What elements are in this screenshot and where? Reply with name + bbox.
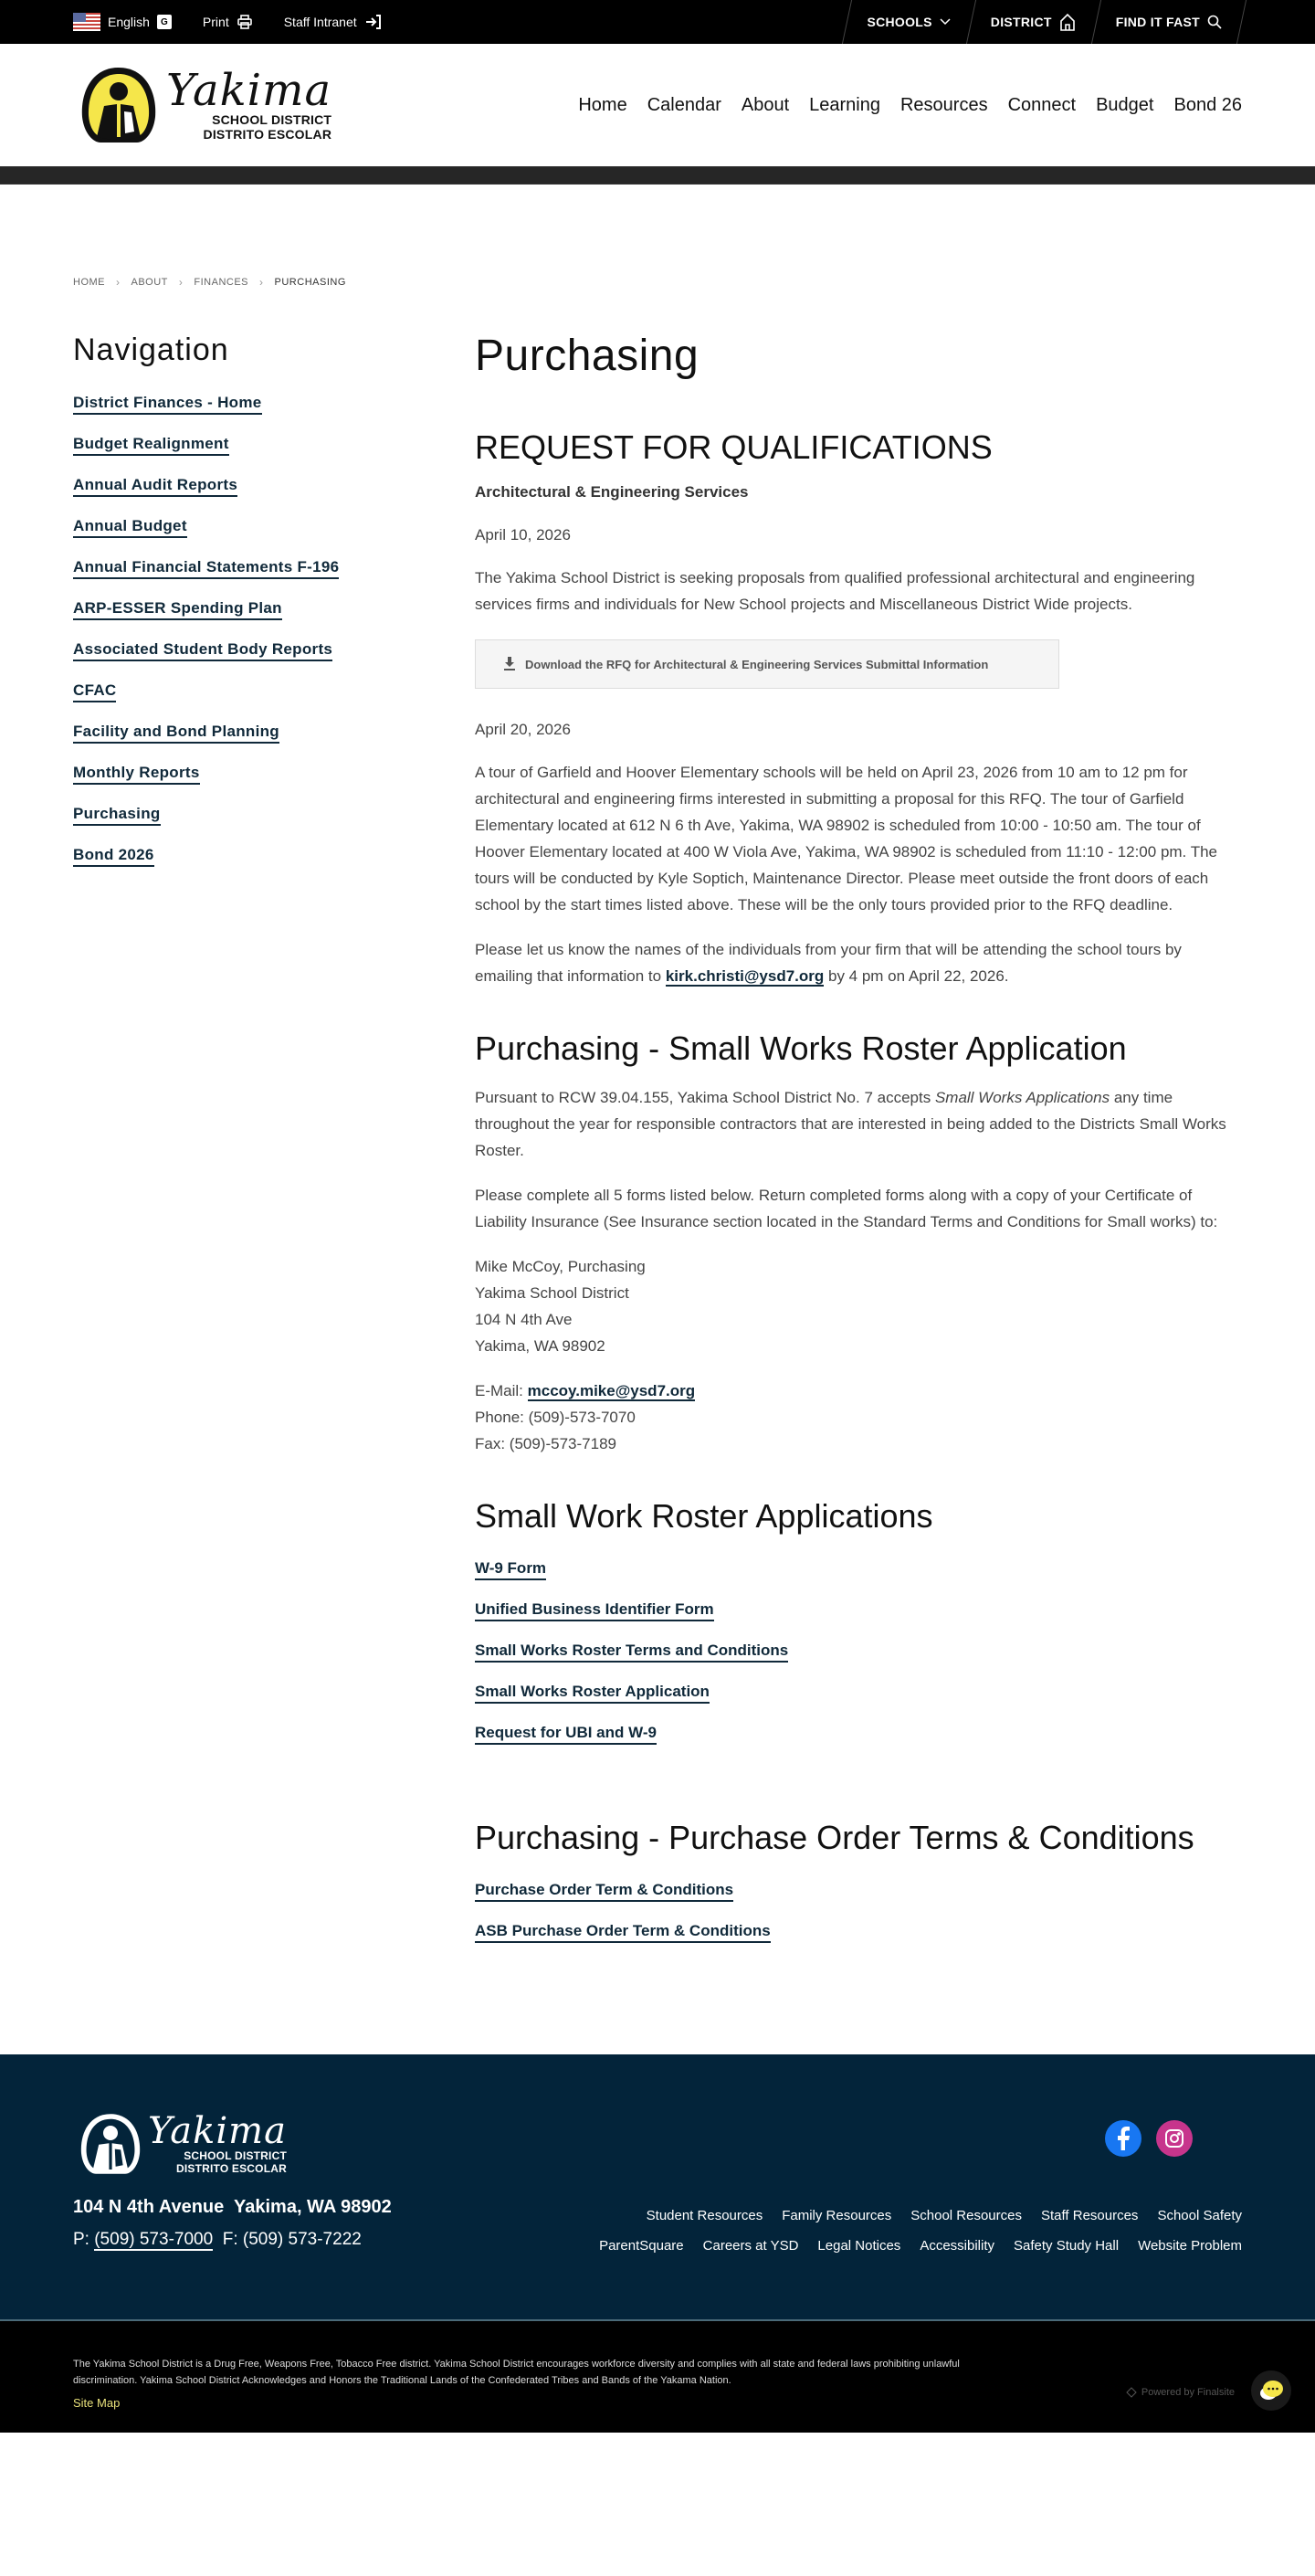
utility-left — [73, 13, 383, 31]
schools-dropdown[interactable] — [847, 0, 970, 44]
page-title: Purchasing — [475, 332, 700, 380]
site-header — [0, 44, 1315, 166]
breadcrumb — [73, 276, 1242, 289]
footer-links-row-2 — [599, 2238, 1242, 2254]
chevron-right-icon: › — [178, 276, 184, 289]
breadcrumb-finances[interactable]: FINANCES — [194, 277, 249, 288]
footer-link-family-resources[interactable]: Family Resources — [782, 2208, 892, 2223]
mailing-address — [475, 1253, 1242, 1359]
finalsite-logo-icon — [1126, 2387, 1137, 2398]
po-terms-heading: Purchasing - Purchase Order Terms & Conditions — [475, 1819, 1194, 1856]
sidebar-item-annual-financial-statements[interactable]: Annual Financial Statements F-196 — [73, 558, 339, 579]
sidebar — [73, 333, 475, 1963]
roster-intro — [475, 1084, 1242, 1164]
footer-link-legal-notices[interactable]: Legal Notices — [817, 2238, 901, 2254]
request-ubi-w9-link[interactable]: Request for UBI and W-9 — [475, 1724, 657, 1745]
page-body — [0, 185, 1315, 1963]
footer-link-website-problem[interactable]: Website Problem — [1138, 2238, 1242, 2254]
footer-link-school-safety[interactable]: School Safety — [1157, 2208, 1242, 2223]
rfq-intro: The Yakima School District is seeking proposals from qualified professional architectural and engineering services firms and individuals for New School projects and Miscellaneous District Wide projects. — [475, 569, 1195, 613]
roster-section — [475, 1029, 1242, 1457]
sidebar-item-asb-reports[interactable]: Associated Student Body Reports — [73, 640, 332, 661]
powered-by[interactable] — [1126, 2387, 1235, 2398]
facebook-icon — [1116, 2127, 1131, 2150]
logo-line-1: SCHOOL DISTRICT — [212, 112, 332, 127]
footer-link-accessibility[interactable]: Accessibility — [920, 2238, 994, 2254]
print-label: Print — [202, 15, 229, 29]
sidebar-list — [73, 394, 475, 864]
applications-heading: Small Work Roster Applications — [475, 1497, 933, 1535]
asb-po-terms-link[interactable]: ASB Purchase Order Term & Conditions — [475, 1922, 771, 1943]
chevron-down-icon — [940, 18, 951, 26]
sidebar-item-arp-esser[interactable]: ARP-ESSER Spending Plan — [73, 599, 282, 620]
chat-button[interactable] — [1251, 2370, 1291, 2411]
kirk-christi-email-link[interactable]: kirk.christi@ysd7.org — [665, 967, 825, 985]
nondiscrimination-notice: The Yakima School District is a Drug Free, Weapons Free, Tobacco Free district. Yakima School District encourages workforce diversity and complies with all state and federal laws prohibiting unlawful discrimination. Yakima School District Acknowledges and Honors the Traditional Lands of the Confederated Tribes and Bands of the Yakama Nation. — [73, 2359, 960, 2386]
download-icon — [503, 657, 516, 671]
nav-budget[interactable]: Budget — [1096, 94, 1154, 115]
sidebar-item-cfac[interactable]: CFAC — [73, 681, 116, 702]
schools-label: SCHOOLS — [867, 15, 932, 29]
header-divider-strip — [0, 166, 1315, 185]
staff-intranet-label: Staff Intranet — [283, 15, 357, 29]
printer-icon — [237, 14, 253, 30]
google-translate-icon: G — [157, 15, 172, 29]
footer-links-row-1 — [647, 2208, 1242, 2223]
instagram-icon — [1164, 2128, 1184, 2148]
nav-about[interactable]: About — [741, 94, 790, 115]
footer-logo-line-1: SCHOOL DISTRICT — [184, 2149, 287, 2162]
address-line: Yakima School District — [475, 1284, 629, 1302]
footer-link-school-resources[interactable]: School Resources — [910, 2208, 1022, 2223]
contact-info — [475, 1378, 1242, 1457]
logo-script: Yakima — [166, 65, 332, 116]
email-label: E-Mail: — [475, 1382, 528, 1399]
find-it-fast-label: FIND IT FAST — [1115, 15, 1200, 29]
roster-application-link[interactable]: Small Works Roster Application — [475, 1683, 710, 1704]
footer-logo-script: Yakima — [148, 2110, 287, 2152]
nav-learning[interactable]: Learning — [809, 94, 880, 115]
sidebar-item-bond-2026[interactable]: Bond 2026 — [73, 846, 154, 867]
yakima-logo-mark-icon — [77, 64, 161, 146]
nav-calendar[interactable]: Calendar — [647, 94, 721, 115]
sidebar-item-annual-audit-reports[interactable]: Annual Audit Reports — [73, 476, 237, 497]
yakima-logo-mark-icon — [77, 2111, 144, 2177]
social-links — [1105, 2120, 1193, 2157]
phone-label: P: — [73, 2230, 95, 2249]
rfq-subheading: Architectural & Engineering Services — [475, 483, 749, 501]
nav-bond-26[interactable]: Bond 26 — [1173, 94, 1242, 115]
download-rfq-label: Download the RFQ for Architectural & Engineering Services Submittal Information — [525, 657, 989, 671]
rfq-heading: REQUEST FOR QUALIFICATIONS — [475, 428, 993, 466]
bottom-bar — [0, 2321, 1315, 2433]
footer-phone — [73, 2230, 362, 2250]
footer-address: 104 N 4th Avenue Yakima, WA 98902 — [73, 2197, 392, 2217]
sidebar-item-budget-realignment[interactable]: Budget Realignment — [73, 435, 229, 456]
footer-logo-text — [148, 2110, 287, 2175]
utility-bar — [0, 0, 1315, 44]
staff-intranet-link[interactable] — [284, 13, 383, 31]
district-logo[interactable] — [77, 64, 331, 146]
download-rfq-button[interactable] — [475, 639, 1059, 689]
site-map-link[interactable]: Site Map — [73, 2396, 121, 2410]
sidebar-item-facility-bond-planning[interactable]: Facility and Bond Planning — [73, 723, 279, 744]
po-terms-section — [475, 1819, 1242, 1940]
rfq-section — [475, 428, 1242, 989]
sidebar-item-annual-budget[interactable]: Annual Budget — [73, 517, 187, 538]
main-content — [475, 332, 1242, 1963]
rfq-rsvp-text: Please let us know the names of the individuals from your firm that will be attending the school tours by emailing that information to — [475, 941, 1182, 985]
applications-links — [475, 1559, 1242, 1742]
footer-link-parentsquare[interactable]: ParentSquare — [599, 2238, 684, 2254]
phone-line: Phone: (509)-573-7070 — [475, 1409, 636, 1426]
utility-right — [847, 0, 1242, 44]
breadcrumb-home[interactable]: HOME — [73, 277, 105, 288]
roster-intro-text: Pursuant to RCW 39.04.155, Yakima School District No. 7 accepts — [475, 1089, 935, 1106]
footer-link-staff-resources[interactable]: Staff Resources — [1040, 2208, 1139, 2223]
print-button[interactable] — [203, 14, 253, 30]
address-line: Mike McCoy, Purchasing — [475, 1258, 646, 1275]
find-it-fast-button[interactable] — [1096, 0, 1242, 44]
sidebar-item-purchasing[interactable]: Purchasing — [73, 805, 161, 826]
chevron-right-icon: › — [116, 276, 121, 289]
footer-links — [599, 2208, 1242, 2254]
footer-logo-line-2: DISTRITO ESCOLAR — [175, 2162, 287, 2175]
rfq-tour-info: A tour of Garfield and Hoover Elementary schools will be held on April 23, 2026 from 10 am to 12 pm for architectural and engineering firms interested in submitting a proposal for this RFQ. The tour of Garfield Elementary located at 612 N 6 th Ave, Yakima, WA 98902 is scheduled from 10:00 - 10:50 am. The tour of Hoover Elementary located at 400 W Viola Ave, Yakima, WA 98902 is scheduled from 11:10 - 12:00 pm. The tours will be conducted by Kyle Soptich, Maintenance Director. Please meet outside the front doors of each school by the start times listed above. These will be the only tours provided prior to the RFQ deadline. — [475, 764, 1217, 913]
logo-line-2: DISTRITO ESCOLAR — [203, 127, 332, 142]
district-link[interactable] — [971, 0, 1096, 44]
address-line: Yakima, WA 98902 — [475, 1337, 605, 1355]
roster-instructions: Please complete all 5 forms listed below. Return completed forms along with a copy of your Certificate of Liability Insurance (See Insurance section located in the Standard Terms and Conditions for Small works) to: — [475, 1187, 1218, 1230]
chevron-right-icon: › — [259, 276, 264, 289]
rfq-date-1: April 10, 2026 — [475, 526, 571, 544]
sidebar-item-district-finances-home[interactable]: District Finances - Home — [73, 394, 262, 415]
home-icon — [1059, 13, 1076, 31]
search-icon — [1207, 15, 1222, 29]
footer-link-safety-study-hall[interactable]: Safety Study Hall — [1014, 2238, 1120, 2254]
nav-resources[interactable]: Resources — [899, 94, 988, 115]
main-nav — [578, 95, 1242, 116]
po-terms-links — [475, 1881, 1242, 1940]
breadcrumb-current: PURCHASING — [274, 277, 346, 288]
language-selector[interactable] — [73, 13, 172, 31]
sidebar-item-monthly-reports[interactable]: Monthly Reports — [73, 764, 200, 785]
roster-intro-rest: any time throughout the year for responsible contractors that are interested in being added to the Districts Small Works Roster. — [475, 1089, 1226, 1159]
facebook-link[interactable] — [1105, 2120, 1141, 2157]
sidebar-title: Navigation — [73, 333, 229, 367]
footer-fax: F: (509) 573-7222 — [213, 2230, 362, 2249]
footer-phone-link[interactable]: (509) 573-7000 — [94, 2230, 214, 2249]
address-line: 104 N 4th Ave — [475, 1311, 573, 1328]
ubi-form-link[interactable]: Unified Business Identifier Form — [475, 1600, 714, 1621]
footer-logo[interactable] — [77, 2111, 287, 2177]
rfq-rsvp — [475, 936, 1242, 989]
nav-connect[interactable]: Connect — [1007, 94, 1077, 115]
fax-line: Fax: (509)-573-7189 — [475, 1435, 616, 1452]
breadcrumb-about[interactable]: ABOUT — [131, 277, 168, 288]
po-terms-link[interactable]: Purchase Order Term & Conditions — [475, 1881, 733, 1902]
chat-bubble-icon — [1257, 2378, 1285, 2403]
roster-heading: Purchasing - Small Works Roster Application — [475, 1029, 1127, 1067]
w9-form-link[interactable]: W-9 Form — [475, 1559, 546, 1580]
content-wrap — [73, 332, 1242, 1963]
instagram-link[interactable] — [1156, 2120, 1193, 2157]
district-label: DISTRICT — [990, 15, 1052, 29]
roster-intro-emphasis: Small Works Applications — [934, 1089, 1110, 1106]
us-flag-icon — [73, 13, 100, 31]
roster-terms-link[interactable]: Small Works Roster Terms and Conditions — [475, 1642, 788, 1663]
nav-home[interactable]: Home — [578, 94, 627, 115]
logo-text — [166, 65, 332, 142]
site-footer — [0, 2054, 1315, 2319]
applications-section — [475, 1497, 1242, 1742]
rfq-rsvp-deadline: by 4 pm on April 22, 2026. — [824, 967, 1009, 985]
powered-by-label: Powered by Finalsite — [1141, 2387, 1235, 2398]
footer-link-student-resources[interactable]: Student Resources — [646, 2208, 763, 2223]
mccoy-email-link[interactable]: mccoy.mike@ysd7.org — [527, 1382, 696, 1399]
email-line — [475, 1378, 1242, 1404]
sign-in-icon — [364, 13, 383, 31]
rfq-date-2: April 20, 2026 — [475, 721, 571, 738]
language-label: English — [108, 15, 150, 29]
footer-link-careers[interactable]: Careers at YSD — [702, 2238, 799, 2254]
